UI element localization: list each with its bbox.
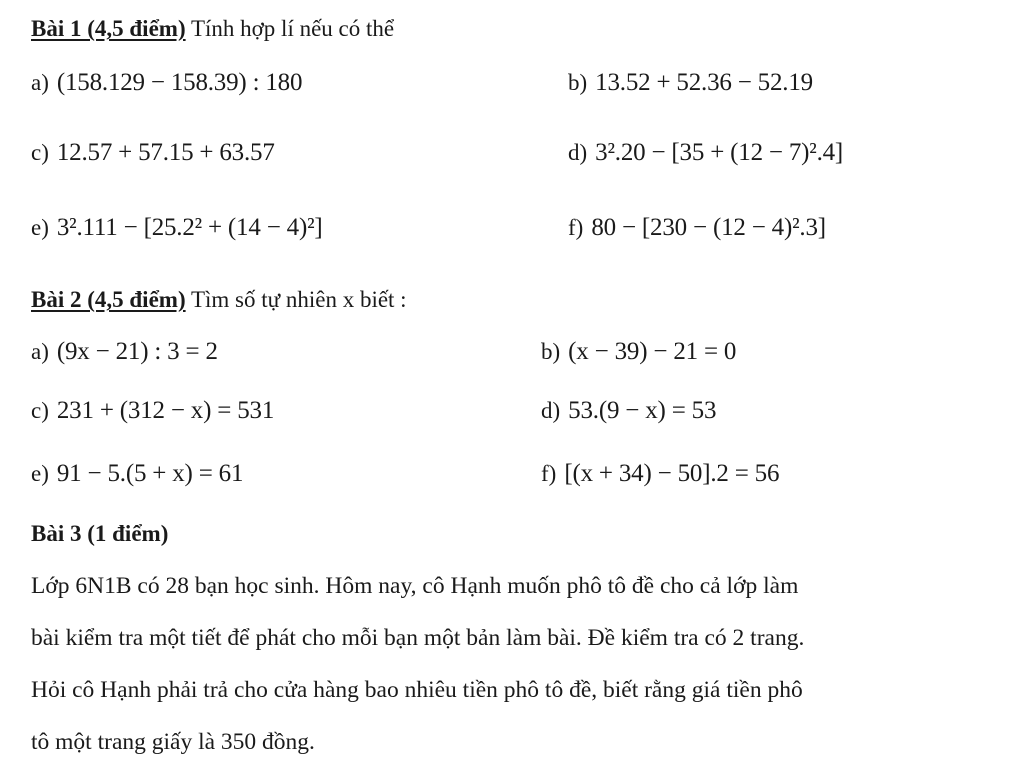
problem-label: a)	[31, 70, 49, 95]
problem-expression: 3².111 − [25.2² + (14 − 4)²]	[56, 214, 323, 241]
bai2-problem-a	[31, 338, 218, 366]
problem-expression: 13.52 + 52.36 − 52.19	[595, 69, 813, 96]
problem-expression: 3².20 − [35 + (12 − 7)².4]	[595, 139, 844, 166]
problem-expression: (9x − 21) : 3 = 2	[56, 338, 218, 365]
problem-label: c)	[31, 398, 49, 423]
bai1-problem-d	[568, 139, 843, 167]
problem-expression: (x − 39) − 21 = 0	[568, 338, 737, 365]
problem-expression: 80 − [230 − (12 − 4)².3]	[591, 214, 826, 241]
problem-expression: 12.57 + 57.15 + 63.57	[56, 139, 275, 166]
problem-label: b)	[568, 70, 588, 95]
bai1-heading	[31, 16, 394, 42]
bai2-problem-d	[541, 397, 716, 425]
problem-label: f)	[568, 215, 584, 240]
bai2-heading	[31, 287, 407, 313]
bai2-problem-e	[31, 460, 243, 488]
bai2-problem-b	[541, 338, 736, 366]
bai3-title: Bài 3 (1 điểm)	[31, 521, 169, 546]
problem-label: e)	[31, 215, 49, 240]
bai3-text-line: tô một trang giấy là 350 đồng.	[31, 729, 315, 755]
bai1-problem-e	[31, 214, 323, 242]
bai1-title: Bài 1 (4,5 điểm)	[31, 16, 186, 41]
bai1-problem-b	[568, 69, 813, 97]
bai3-text-line: bài kiểm tra một tiết để phát cho mỗi bạn một bản làm bài. Đề kiểm tra có 2 trang.	[31, 625, 805, 651]
problem-label: a)	[31, 339, 49, 364]
bai3-text-line: Hỏi cô Hạnh phải trả cho cửa hàng bao nhiêu tiền phô tô đề, biết rằng giá tiền phô	[31, 677, 803, 703]
problem-label: c)	[31, 140, 49, 165]
problem-label: f)	[541, 461, 557, 486]
bai2-title: Bài 2 (4,5 điểm)	[31, 287, 186, 312]
bai1-problem-c	[31, 139, 275, 167]
bai1-instruction: Tính hợp lí nếu có thể	[190, 16, 395, 41]
problem-expression: [(x + 34) − 50].2 = 56	[564, 460, 780, 487]
bai2-instruction: Tìm số tự nhiên x biết :	[190, 287, 407, 312]
bai3-text-line: Lớp 6N1B có 28 bạn học sinh. Hôm nay, cô Hạnh muốn phô tô đề cho cả lớp làm	[31, 573, 799, 599]
bai2-problem-c	[31, 397, 274, 425]
bai2-problem-f	[541, 460, 779, 488]
bai3-heading	[31, 521, 168, 547]
bai1-problem-a	[31, 69, 302, 97]
problem-label: b)	[541, 339, 561, 364]
bai1-problem-f	[568, 214, 826, 242]
problem-label: e)	[31, 461, 49, 486]
problem-label: d)	[568, 140, 588, 165]
problem-expression: 91 − 5.(5 + x) = 61	[56, 460, 244, 487]
problem-label: d)	[541, 398, 561, 423]
problem-expression: 53.(9 − x) = 53	[568, 397, 717, 424]
problem-expression: (158.129 − 158.39) : 180	[56, 69, 303, 96]
problem-expression: 231 + (312 − x) = 531	[56, 397, 275, 424]
